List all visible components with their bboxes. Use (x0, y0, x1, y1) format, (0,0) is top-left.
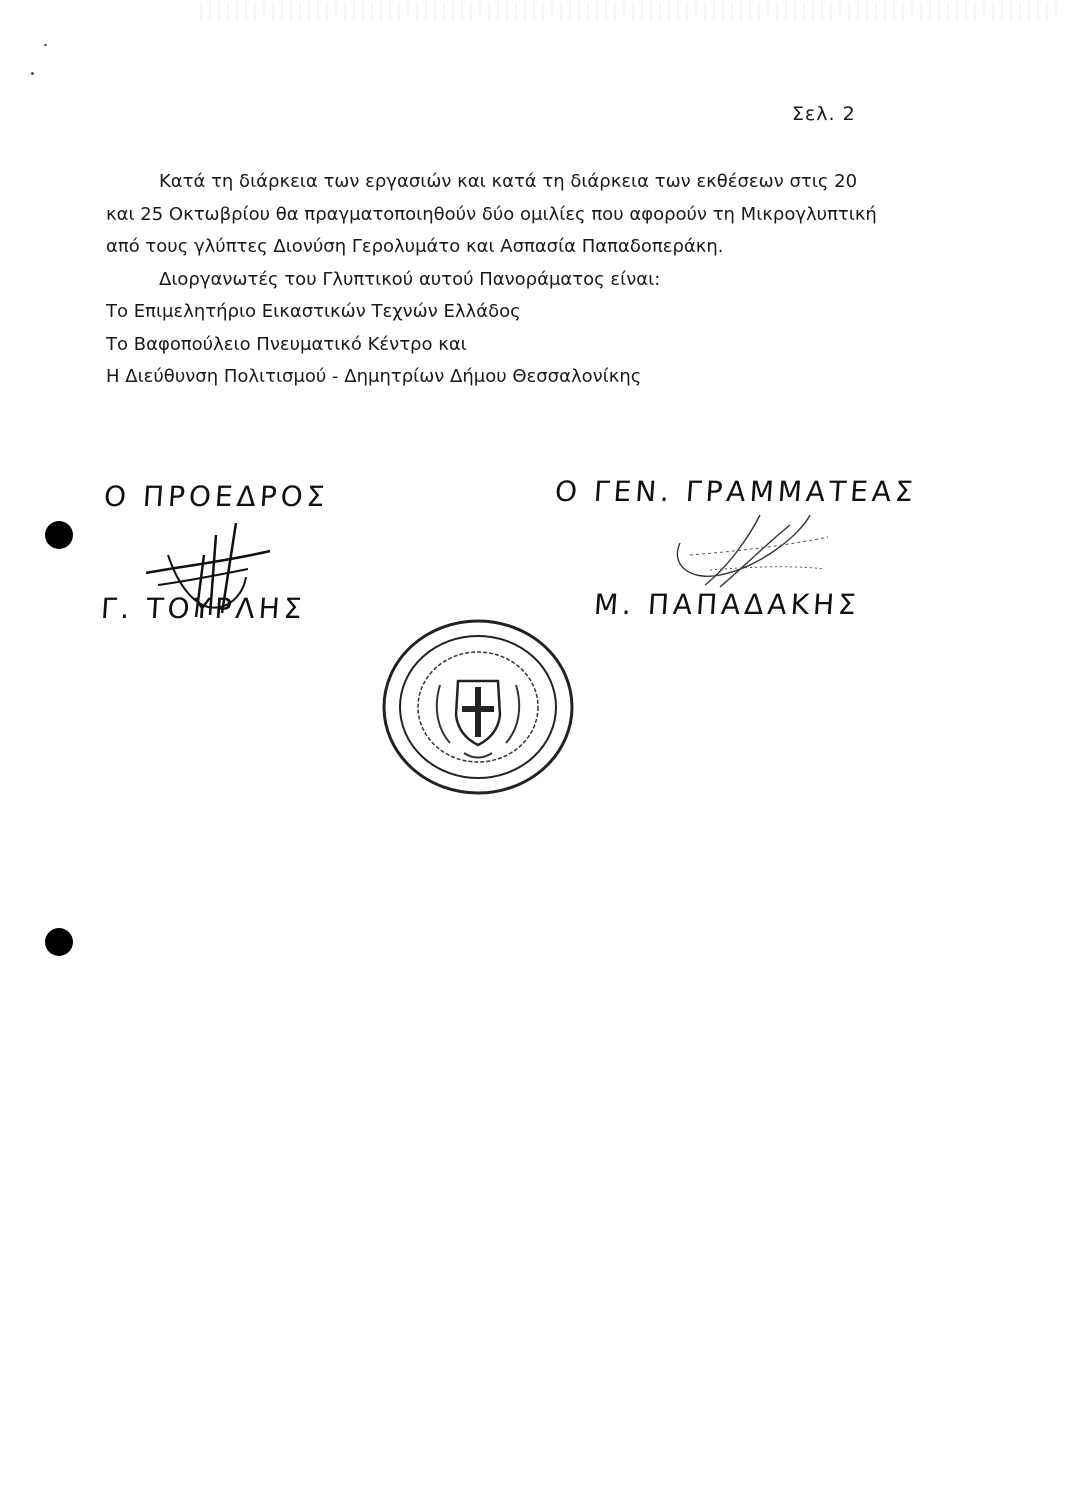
body-line: από τους γλύπτες Διονύση Γερολυμάτο και Ασπασία Παπαδοπεράκη. (106, 236, 724, 257)
body-line: και 25 Οκτωβρίου θα πραγματοποιηθούν δύο ομιλίες που αφορούν τη Μικρογλυπτική (106, 203, 877, 225)
signature-right-name: Μ. ΠΑΠΑΔΑΚΗΣ (592, 588, 861, 621)
body-line: Διοργανωτές του Γλυπτικού αυτού Πανοράματος είναι: (159, 268, 661, 290)
signature-left-title: Ο ΠΡΟΕΔΡΟΣ (102, 480, 330, 513)
signature-right-title: Ο ΓΕΝ. ΓΡΑΜΜΑΤΕΑΣ (553, 475, 918, 508)
punch-hole (45, 928, 73, 956)
punch-hole (45, 521, 73, 549)
body-line: Η Διεύθυνση Πολιτισμού - Δημητρίων Δήμου Θεσσαλονίκης (106, 366, 642, 387)
scan-speck (31, 72, 34, 75)
page-number: Σελ. 2 (792, 103, 856, 125)
scan-speck (44, 44, 47, 46)
body-line: Κατά τη διάρκεια των εργασιών και κατά τη διάρκεια των εκθέσεων στις 20 (159, 171, 858, 192)
signature-left-name: Γ. ΤΟΥΡΛΗΣ (99, 592, 307, 625)
official-seal (378, 615, 578, 800)
body-line: Το Επιμελητήριο Εικαστικών Τεχνών Ελλάδος (106, 301, 521, 322)
signature-right-scrawl (650, 495, 830, 595)
body-line: Το Βαφοπούλειο Πνευματικό Κέντρο και (106, 333, 467, 355)
scan-noise (200, 2, 1060, 20)
body-text (106, 166, 946, 394)
